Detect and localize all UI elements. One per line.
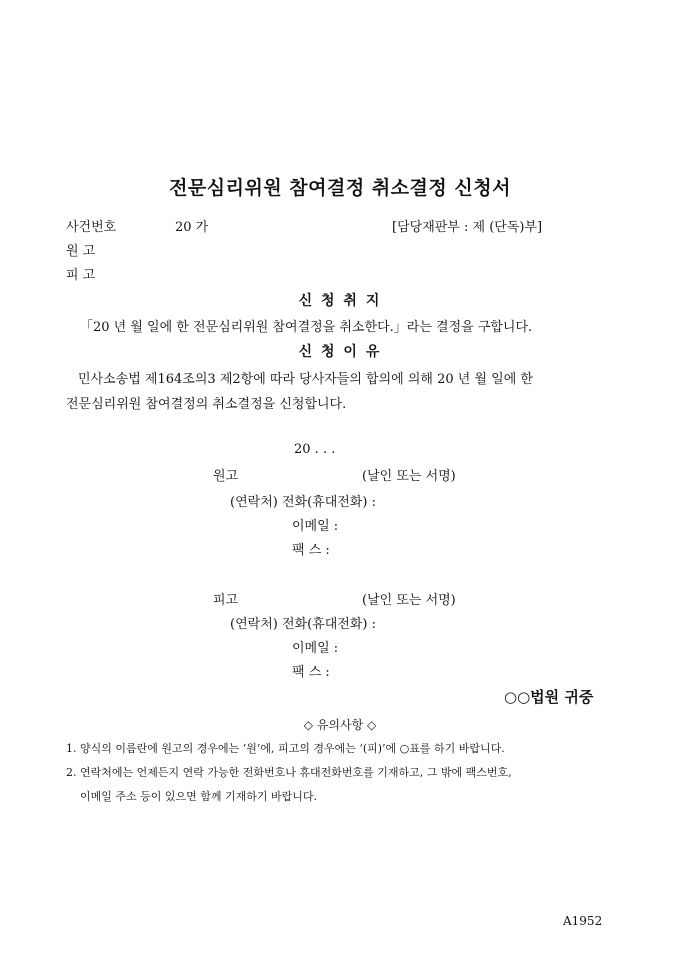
application-date: 20 . . . — [294, 442, 336, 457]
reason-heading: 신 청 이 유 — [298, 344, 382, 360]
defendant-fax: 팩 스 : — [292, 665, 330, 680]
notes-heading: ◇ 유의사항 ◇ — [303, 718, 377, 732]
division-label: [담당재판부 : 제 (단독)부] — [392, 220, 543, 235]
court-addressee: ○○법원 귀중 — [504, 688, 594, 706]
notes-item-1: 1. 양식의 이름란에 원고의 경우에는 ‘원’에, 피고의 경우에는 ‘(피)’에 ○표를 하기 바랍니다. — [66, 742, 505, 755]
defendant-party-label: 피고 — [213, 593, 239, 608]
notes-item-2-line2: 이메일 주소 등이 있으면 함께 기재하기 바랍니다. — [80, 790, 317, 803]
defendant-label: 피 고 — [66, 268, 96, 283]
notes-item-2-line1: 2. 연락처에는 언제든지 연락 가능한 전화번호나 휴대전화번호를 기재하고, 그 밖에 팩스번호, — [66, 766, 512, 779]
case-number-value: 20 가 — [175, 220, 209, 235]
plaintiff-seal-note: (날인 또는 서명) — [362, 469, 456, 484]
plaintiff-contact: (연락처) 전화(휴대전화) : — [230, 495, 376, 510]
reason-text-line2: 전문심리위원 참여결정의 취소결정을 신청합니다. — [66, 397, 347, 412]
case-number-label: 사건번호 — [66, 220, 117, 235]
defendant-seal-note: (날인 또는 서명) — [362, 593, 456, 608]
document-title: 전문심리위원 참여결정 취소결정 신청서 — [169, 177, 511, 199]
defendant-email: 이메일 : — [292, 641, 339, 656]
plaintiff-label: 원 고 — [66, 244, 96, 259]
plaintiff-fax: 팩 스 : — [292, 543, 330, 558]
purpose-text: 「20 년 월 일에 한 전문심리위원 참여결정을 취소한다.」라는 결정을 구합니다. — [80, 320, 533, 335]
plaintiff-party-label: 원고 — [213, 469, 239, 484]
defendant-contact: (연락처) 전화(휴대전화) : — [230, 617, 376, 632]
plaintiff-email: 이메일 : — [292, 519, 339, 534]
reason-text-line1: 민사소송법 제164조의3 제2항에 따라 당사자들의 합의에 의해 20 년 월 일에 한 — [78, 372, 533, 387]
purpose-heading: 신 청 취 지 — [298, 293, 382, 309]
form-code: A1952 — [563, 914, 603, 928]
